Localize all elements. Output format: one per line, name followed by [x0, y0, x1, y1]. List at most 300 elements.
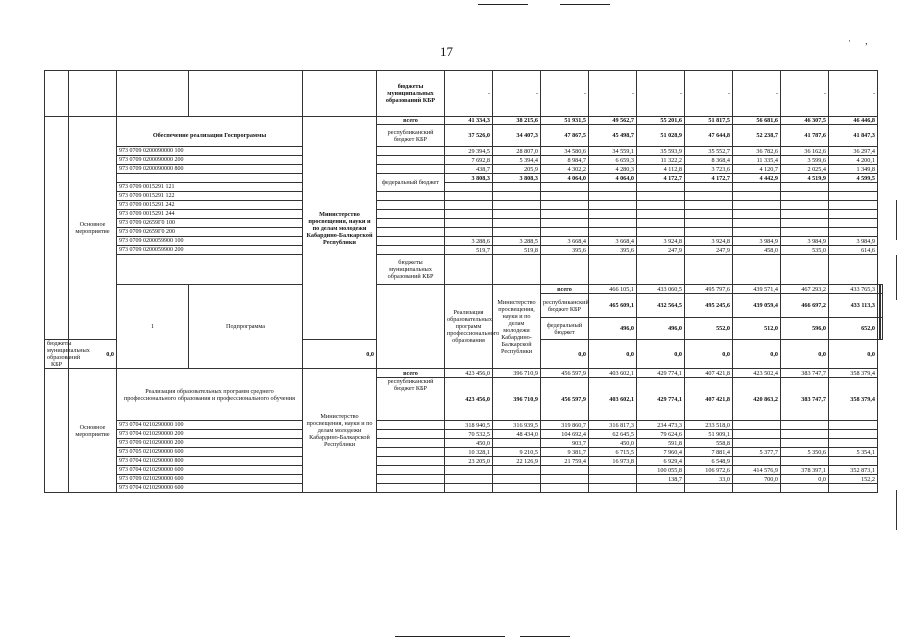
value-cell: 456 597,9 — [541, 369, 589, 378]
value-cell: 558,8 — [685, 439, 733, 448]
table-row — [45, 255, 883, 285]
value-cell: - — [541, 71, 589, 117]
value-cell — [541, 255, 589, 285]
value-cell: 3 924,8 — [637, 237, 685, 246]
value-cell — [781, 210, 829, 219]
value-cell: 55 201,6 — [637, 117, 685, 125]
value-cell — [589, 201, 637, 210]
value-cell: 407 421,8 — [685, 378, 733, 421]
value-cell: 3 723,6 — [685, 165, 733, 174]
margin-mark — [896, 255, 897, 300]
value-cell — [881, 285, 883, 294]
value-cell — [541, 210, 589, 219]
value-cell — [637, 210, 685, 219]
kbk-code: 973 0709 0200059900 200 — [117, 246, 303, 255]
value-cell: 4 302,2 — [541, 165, 589, 174]
value-cell: 519,8 — [493, 246, 541, 255]
kbk-code: 973 0709 0210290000 200 — [117, 439, 303, 448]
value-cell: 4 442,9 — [733, 174, 781, 183]
value-cell: 33,0 — [685, 475, 733, 484]
budget-table — [44, 70, 883, 493]
event-title: Реализация образовательных программ среднего профессионального образования и профессионального обучения — [117, 369, 303, 421]
value-cell: 4 120,7 — [733, 165, 781, 174]
value-cell: 433 060,5 — [637, 285, 685, 294]
value-cell: 5 394,4 — [493, 156, 541, 165]
value-cell — [733, 192, 781, 201]
kbk-code: 973 0709 0200059900 100 — [117, 237, 303, 246]
value-cell: 903,7 — [541, 439, 589, 448]
value-cell: 396 710,9 — [493, 369, 541, 378]
value-cell: 358 379,4 — [829, 378, 878, 421]
value-cell: 234 473,3 — [637, 421, 685, 430]
value-cell — [637, 192, 685, 201]
value-cell: 1 349,8 — [829, 165, 878, 174]
value-cell: 423 456,0 — [445, 369, 493, 378]
event-type: Подпрограмма — [189, 285, 303, 369]
value-cell: 450,0 — [445, 439, 493, 448]
table-body — [45, 71, 883, 493]
value-cell: 407 421,8 — [685, 369, 733, 378]
table-row — [45, 147, 883, 156]
value-cell: 614,6 — [829, 246, 878, 255]
value-cell: 46 446,8 — [829, 117, 878, 125]
value-cell — [829, 192, 878, 201]
value-cell: 7 881,4 — [685, 448, 733, 457]
value-cell: 51 817,5 — [685, 117, 733, 125]
value-cell: - — [733, 71, 781, 117]
source-label: бюджеты муниципальных образований КБР — [377, 255, 445, 285]
value-cell — [685, 219, 733, 228]
value-cell: 423 456,0 — [445, 378, 493, 421]
value-cell: - — [589, 71, 637, 117]
value-cell — [589, 228, 637, 237]
value-cell: 11 322,2 — [637, 156, 685, 165]
value-cell: 466 105,1 — [589, 285, 637, 294]
kbk-code: 973 0704 0210290000 200 — [117, 430, 303, 439]
bottom-rule — [520, 636, 570, 637]
value-cell: 11 335,4 — [733, 156, 781, 165]
value-cell: 496,0 — [637, 318, 685, 340]
value-cell: 106 972,6 — [685, 466, 733, 475]
kbk-code: 973 0709 02659Г0 100 — [117, 219, 303, 228]
value-cell — [829, 430, 878, 439]
value-cell: 432 564,5 — [637, 294, 685, 318]
value-cell — [829, 228, 878, 237]
event-title: Реализация образовательных программ профессионального образования — [445, 285, 493, 369]
value-cell: 395,6 — [589, 246, 637, 255]
value-cell: 3 924,8 — [685, 237, 733, 246]
value-cell — [541, 475, 589, 484]
value-cell — [493, 201, 541, 210]
value-cell: 34 407,3 — [493, 125, 541, 147]
value-cell — [733, 421, 781, 430]
value-cell: 358 379,4 — [829, 369, 878, 378]
value-cell — [781, 484, 829, 493]
value-cell — [637, 255, 685, 285]
value-cell: 319 860,7 — [541, 421, 589, 430]
value-cell: 34 580,6 — [541, 147, 589, 156]
value-cell: 37 526,0 — [445, 125, 493, 147]
value-cell: 438,7 — [445, 165, 493, 174]
table-cell — [117, 117, 303, 125]
value-cell — [493, 466, 541, 475]
value-cell: 552,0 — [685, 318, 733, 340]
kbk-code: 973 0709 0200090000 800 — [117, 165, 303, 174]
table-cell — [117, 255, 303, 285]
value-cell: 8 368,4 — [685, 156, 733, 165]
value-cell: 5 377,7 — [733, 448, 781, 457]
value-cell — [733, 457, 781, 466]
table-cell — [377, 165, 445, 174]
value-cell: 3 599,6 — [781, 156, 829, 165]
value-cell: 22 126,9 — [493, 457, 541, 466]
value-cell: 28 807,0 — [493, 147, 541, 156]
value-cell: 6 548,9 — [685, 457, 733, 466]
value-cell: 458,0 — [733, 246, 781, 255]
value-cell: 49 562,7 — [589, 117, 637, 125]
table-row — [45, 174, 883, 183]
table-row — [45, 201, 883, 210]
value-cell — [685, 192, 733, 201]
value-cell: 433 113,3 — [829, 294, 878, 318]
value-cell — [733, 255, 781, 285]
value-cell: 0,0 — [303, 340, 377, 369]
top-rule — [478, 4, 528, 5]
value-cell: 316 939,5 — [493, 421, 541, 430]
value-cell: 152,2 — [829, 475, 878, 484]
table-cell — [377, 285, 445, 369]
bottom-rule — [395, 636, 505, 637]
value-cell: 36 297,4 — [829, 147, 878, 156]
value-cell: 495 245,6 — [685, 294, 733, 318]
value-cell: 35 552,7 — [685, 147, 733, 156]
table-row — [45, 192, 883, 201]
value-cell: - — [829, 71, 878, 117]
value-cell — [493, 439, 541, 448]
value-cell: 429 774,1 — [637, 378, 685, 421]
value-cell: 403 602,1 — [589, 369, 637, 378]
value-cell — [493, 228, 541, 237]
value-cell: 0,0 — [829, 340, 878, 369]
value-cell — [829, 219, 878, 228]
value-cell — [733, 183, 781, 192]
value-cell: 0,0 — [781, 475, 829, 484]
value-cell: 3 288,5 — [493, 237, 541, 246]
value-cell: 3 808,3 — [493, 174, 541, 183]
value-cell: 29 394,5 — [445, 147, 493, 156]
margin-mark — [896, 200, 897, 240]
value-cell — [881, 318, 883, 340]
table-cell — [69, 71, 117, 117]
value-cell — [637, 201, 685, 210]
top-rule — [560, 4, 610, 5]
value-cell: 4 112,8 — [637, 165, 685, 174]
table-cell — [117, 174, 303, 183]
value-cell — [829, 421, 878, 430]
value-cell: 62 645,5 — [589, 430, 637, 439]
value-cell: 0,0 — [781, 340, 829, 369]
value-cell: 535,0 — [781, 246, 829, 255]
table-cell — [377, 237, 445, 246]
value-cell: 9 210,5 — [493, 448, 541, 457]
value-cell: 51 909,1 — [685, 430, 733, 439]
value-cell — [685, 183, 733, 192]
value-cell: 41 847,3 — [829, 125, 878, 147]
value-cell: 318 940,5 — [445, 421, 493, 430]
value-cell: 5 354,1 — [829, 448, 878, 457]
value-cell: 3 668,4 — [589, 237, 637, 246]
value-cell — [637, 228, 685, 237]
table-row — [45, 156, 883, 165]
value-cell — [541, 484, 589, 493]
table-cell — [45, 369, 69, 493]
value-cell — [589, 183, 637, 192]
value-cell: - — [493, 71, 541, 117]
value-cell — [589, 210, 637, 219]
value-cell: 8 984,7 — [541, 156, 589, 165]
value-cell — [541, 228, 589, 237]
kbk-code: 973 0704 0210290000 100 — [117, 421, 303, 430]
value-cell: 104 692,4 — [541, 430, 589, 439]
value-cell: 0,0 — [733, 340, 781, 369]
table-cell — [377, 421, 445, 430]
ministry-name: Министерство просвещения, науки и по делам молодежи Кабардино-Балкарской Республики — [303, 369, 377, 493]
ministry-name: Министерство просвещения, науки и по делам молодежи Кабардино-Балкарской Республики — [303, 117, 377, 340]
value-cell — [685, 201, 733, 210]
value-cell — [445, 219, 493, 228]
source-label: бюджеты муниципальных образований КБР — [45, 340, 69, 369]
value-cell: 519,7 — [445, 246, 493, 255]
kbk-code: 973 0709 0015291 122 — [117, 192, 303, 201]
value-cell — [445, 475, 493, 484]
value-cell: 34 559,1 — [589, 147, 637, 156]
kbk-code: 973 0704 0210290000 600 — [117, 484, 303, 493]
kbk-code: 973 0704 0210290000 800 — [117, 457, 303, 466]
table-row — [45, 466, 883, 475]
value-cell — [781, 439, 829, 448]
source-label: всего — [541, 285, 589, 294]
value-cell: 4 599,5 — [829, 174, 878, 183]
kbk-code: 973 0709 0015291 244 — [117, 210, 303, 219]
value-cell: 4 172,7 — [637, 174, 685, 183]
value-cell: 3 984,9 — [733, 237, 781, 246]
source-label: федеральный бюджет — [541, 318, 589, 340]
value-cell: 46 307,5 — [781, 117, 829, 125]
table-cell — [377, 466, 445, 475]
table-row — [45, 285, 883, 294]
value-cell: 4 200,1 — [829, 156, 878, 165]
value-cell — [685, 210, 733, 219]
table-cell — [45, 117, 69, 340]
kbk-code: 973 0709 0015291 242 — [117, 201, 303, 210]
table-cell — [45, 71, 69, 117]
table-cell — [377, 246, 445, 255]
value-cell: 429 774,1 — [637, 369, 685, 378]
value-cell: 4 064,0 — [589, 174, 637, 183]
table-cell — [377, 448, 445, 457]
table-cell — [377, 156, 445, 165]
value-cell — [541, 183, 589, 192]
value-cell — [781, 457, 829, 466]
table-cell — [377, 475, 445, 484]
value-cell: 596,0 — [781, 318, 829, 340]
value-cell: 4 519,9 — [781, 174, 829, 183]
table-cell — [377, 228, 445, 237]
value-cell — [445, 255, 493, 285]
table-cell — [377, 201, 445, 210]
table-cell — [117, 71, 189, 117]
kbk-code: 973 0704 0210290000 600 — [117, 466, 303, 475]
value-cell — [637, 484, 685, 493]
value-cell — [445, 210, 493, 219]
scan-marks: · , — [848, 36, 874, 46]
value-cell: 0,0 — [541, 340, 589, 369]
value-cell — [493, 210, 541, 219]
value-cell — [733, 484, 781, 493]
value-cell: 47 644,8 — [685, 125, 733, 147]
value-cell: 48 434,0 — [493, 430, 541, 439]
kbk-code: 973 0709 0200090000 100 — [117, 147, 303, 156]
table-row — [45, 237, 883, 246]
value-cell: 450,0 — [589, 439, 637, 448]
event-type: Основное мероприятие — [69, 369, 117, 493]
table-cell — [303, 71, 377, 117]
margin-mark — [896, 490, 897, 530]
value-cell: 439 059,4 — [733, 294, 781, 318]
table-cell — [377, 219, 445, 228]
value-cell — [445, 183, 493, 192]
table-cell — [377, 430, 445, 439]
value-cell: 36 782,6 — [733, 147, 781, 156]
value-cell — [781, 255, 829, 285]
value-cell: 414 576,9 — [733, 466, 781, 475]
value-cell: 38 215,6 — [493, 117, 541, 125]
value-cell: 41 334,3 — [445, 117, 493, 125]
source-label: федеральный бюджет — [377, 174, 445, 192]
value-cell: 467 293,2 — [781, 285, 829, 294]
value-cell: 396 710,9 — [493, 378, 541, 421]
value-cell: 495 797,6 — [685, 285, 733, 294]
value-cell: 35 593,9 — [637, 147, 685, 156]
value-cell — [733, 210, 781, 219]
table-row — [45, 369, 883, 378]
value-cell: 23 205,0 — [445, 457, 493, 466]
value-cell — [589, 219, 637, 228]
value-cell — [445, 201, 493, 210]
value-cell: 51 931,5 — [541, 117, 589, 125]
value-cell: 4 280,3 — [589, 165, 637, 174]
value-cell: 0,0 — [637, 340, 685, 369]
table-cell — [377, 192, 445, 201]
table-row — [45, 117, 883, 125]
kbk-code: 973 0705 0210290000 600 — [117, 448, 303, 457]
value-cell: 3 984,9 — [781, 237, 829, 246]
table-row — [45, 430, 883, 439]
value-cell: 52 238,7 — [733, 125, 781, 147]
value-cell: 247,9 — [637, 246, 685, 255]
table-cell — [377, 439, 445, 448]
table-row — [45, 183, 883, 192]
value-cell — [541, 192, 589, 201]
value-cell: 6 929,4 — [637, 457, 685, 466]
value-cell: 70 532,5 — [445, 430, 493, 439]
value-cell: 51 028,9 — [637, 125, 685, 147]
value-cell — [733, 430, 781, 439]
value-cell: 0,0 — [69, 340, 117, 369]
table-row — [45, 246, 883, 255]
table-row — [45, 219, 883, 228]
table-row — [45, 448, 883, 457]
value-cell — [733, 439, 781, 448]
event-title: Обеспечение реализации Госпрограммы — [117, 125, 303, 147]
value-cell: 700,0 — [733, 475, 781, 484]
table-cell — [377, 147, 445, 156]
value-cell — [733, 201, 781, 210]
value-cell — [445, 228, 493, 237]
value-cell — [733, 219, 781, 228]
value-cell: 6 659,3 — [589, 156, 637, 165]
value-cell — [685, 255, 733, 285]
table-cell — [377, 484, 445, 493]
table-row — [45, 165, 883, 174]
value-cell — [493, 219, 541, 228]
value-cell: 439 571,4 — [733, 285, 781, 294]
value-cell: 383 747,7 — [781, 378, 829, 421]
value-cell: 3 984,9 — [829, 237, 878, 246]
value-cell: - — [445, 71, 493, 117]
value-cell: 591,8 — [637, 439, 685, 448]
value-cell: 16 973,8 — [589, 457, 637, 466]
value-cell — [829, 210, 878, 219]
table-row — [45, 439, 883, 448]
value-cell: 45 498,7 — [589, 125, 637, 147]
value-cell — [445, 484, 493, 493]
value-cell: 138,7 — [637, 475, 685, 484]
source-label: бюджеты муниципальных образований КБР — [377, 71, 445, 117]
value-cell: 79 624,6 — [637, 430, 685, 439]
value-cell: 378 397,1 — [781, 466, 829, 475]
value-cell: 36 162,6 — [781, 147, 829, 156]
value-cell — [493, 255, 541, 285]
value-cell: 433 765,3 — [829, 285, 878, 294]
table-row — [45, 210, 883, 219]
value-cell — [493, 192, 541, 201]
value-cell: 7 960,4 — [637, 448, 685, 457]
value-cell: - — [685, 71, 733, 117]
value-cell: 233 518,0 — [685, 421, 733, 430]
value-cell: 496,0 — [589, 318, 637, 340]
source-label: всего — [377, 369, 445, 378]
kbk-code: 973 0709 0210290000 600 — [117, 475, 303, 484]
source-label: республиканский бюджет КБР — [377, 125, 445, 147]
value-cell: 316 817,3 — [589, 421, 637, 430]
value-cell: 512,0 — [733, 318, 781, 340]
value-cell: 10 328,1 — [445, 448, 493, 457]
value-cell: 352 873,1 — [829, 466, 878, 475]
value-cell: 3 668,4 — [541, 237, 589, 246]
value-cell: 403 602,1 — [589, 378, 637, 421]
table-cell — [189, 71, 303, 117]
table-row — [45, 125, 883, 147]
value-cell — [589, 484, 637, 493]
source-label: республиканский бюджет КБР — [377, 378, 445, 421]
value-cell — [541, 201, 589, 210]
value-cell — [637, 183, 685, 192]
value-cell: 420 863,2 — [733, 378, 781, 421]
value-cell: 395,6 — [541, 246, 589, 255]
source-label: всего — [377, 117, 445, 125]
value-cell — [589, 475, 637, 484]
